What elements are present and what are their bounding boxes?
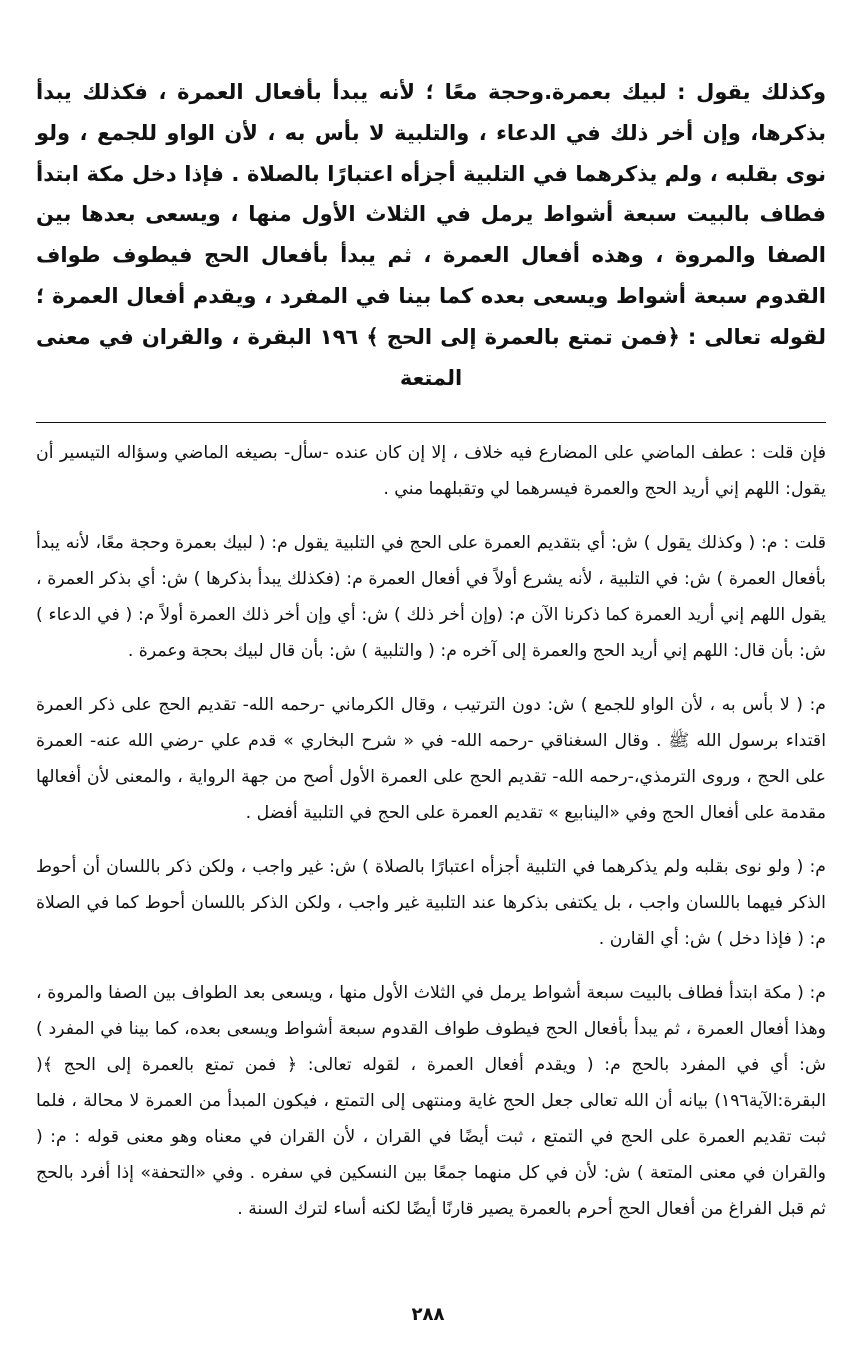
- commentary-paragraph: م: ( ولو نوى بقلبه ولم يذكرهما في التلبية أجزأه اعتبارًا بالصلاة ) ش: غير واجب ، ولكن ذكر باللسان أن أحوط الذكر فيهما باللسان واجب ، بل يكتفى بذكرها عند التلبية غير واجب ، ولكن الذكر باللسان أحوط كما في الصلاة م: ( فإذا دخل ) ش: أي القارن .: [36, 857, 826, 950]
- page-body: [36, 72, 826, 1352]
- commentary-paragraph: قلت : م: ( وكذلك يقول ) ش: أي بتقديم العمرة على الحج في التلبية يقول م: ( لبيك بعمرة وحجة معًا، لأنه يبدأ بأفعال العمرة ) ش: في التلبية ، لأنه يشرع أولاً في أفعال العمرة م: (فكذلك يبدأ بذكرها ) ش: أي بذكر العمرة ، يقول اللهم إني أريد العمرة كما ذكرنا الآن م: (وإن أخر ذلك ) ش: أي وإن أخر ذلك العمرة أولاً م: ( في الدعاء ) ش: بأن قال: اللهم إني أريد الحج والعمرة إلى آخره م: ( والتلبية ) ش: بأن قال لبيك بحجة وعمرة .: [36, 533, 826, 662]
- commentary-section: [36, 435, 826, 1227]
- separator-rule: [36, 422, 826, 423]
- commentary-paragraph: فإن قلت : عطف الماضي على المضارع فيه خلاف ، إلا إن كان عنده -سأل- بصيغه الماضي وسؤاله التيسير أن يقول: اللهم إني أريد الحج والعمرة فيسرهما لي وتقبلهما مني .: [36, 443, 826, 500]
- commentary-paragraph: م: ( مكة ابتدأ فطاف بالبيت سبعة أشواط يرمل في الثلاث الأول منها ، ويسعى بعد الطواف بين الصفا والمروة ، وهذا أفعال العمرة ، ثم يبدأ بأفعال الحج فيطوف طواف القدوم سبعة أشواط ويسعى بعده، كما بينا في المفرد ) ش: أي في المفرد بالحج م: ( ويقدم أفعال العمرة ، لقوله تعالى: ﴿ فمن تمتع بالعمرة إلى الحج ﴾( البقرة:الآية١٩٦) بيانه أن الله تعالى جعل الحج غاية ومنتهى إلى التمتع ، فيكون المبدأ من العمرة لا محالة ، فلما ثبت تقديم العمرة على الحج في التمتع ، ثبت أيضًا في القران ، لأن القران في معناه وهو معنى قوله : م: ( والقران في معنى المتعة ) ش: لأن في كل منهما جمعًا بين النسكين في سفره . وفي «التحفة» إذا أفرد بالحج ثم قبل الفراغ من أفعال الحج أحرم بالعمرة يصير قارنًا أيضًا لكنه أساء لترك السنة .: [36, 983, 826, 1220]
- page-number: ٢٨٨: [411, 1304, 445, 1325]
- commentary-paragraph: م: ( لا بأس به ، لأن الواو للجمع ) ش: دون الترتيب ، وقال الكرماني -رحمه الله- تقديم الحج على ذكر العمرة اقتداء برسول الله ﷺ . وقال السغناقي -رحمه الله- في « شرح البخاري » قدم علي -رضي الله عنه- العمرة على الحج ، وروى الترمذي،-رحمه الله- تقديم الحج على العمرة الأول أصح من جهة الرواية ، والمعنى لأن أفعالها مقدمة على أفعال الحج وفي «الينابيع » تقديم العمرة على الحج في التلبية أفضل .: [36, 695, 826, 824]
- main-text: وكذلك يقول : لبيك بعمرة.وحجة معًا ؛ لأنه يبدأ بأفعال العمرة ، فكذلك يبدأ بذكرها، وإن أخر ذلك في الدعاء ، والتلبية لا بأس به ، لأن الواو للجمع ، ولو نوى بقلبه ، ولم يذكرهما في التلبية أجزأه اعتبارًا بالصلاة . فإذا دخل مكة ابتدأ فطاف بالبيت سبعة أشواط يرمل في الثلاث الأول منها ، ويسعى بعدها بين الصفا والمروة ، وهذه أفعال العمرة ، ثم يبدأ بأفعال الحج فيطوف طواف القدوم سبعة أشواط ويسعى بعده كما بينا في المفرد ، ويقدم أفعال العمرة ؛ لقوله تعالى : ﴿فمن تمتع بالعمرة إلى الحج ﴾ ١٩٦ البقرة ، والقران في معنى المتعة: [36, 80, 826, 390]
